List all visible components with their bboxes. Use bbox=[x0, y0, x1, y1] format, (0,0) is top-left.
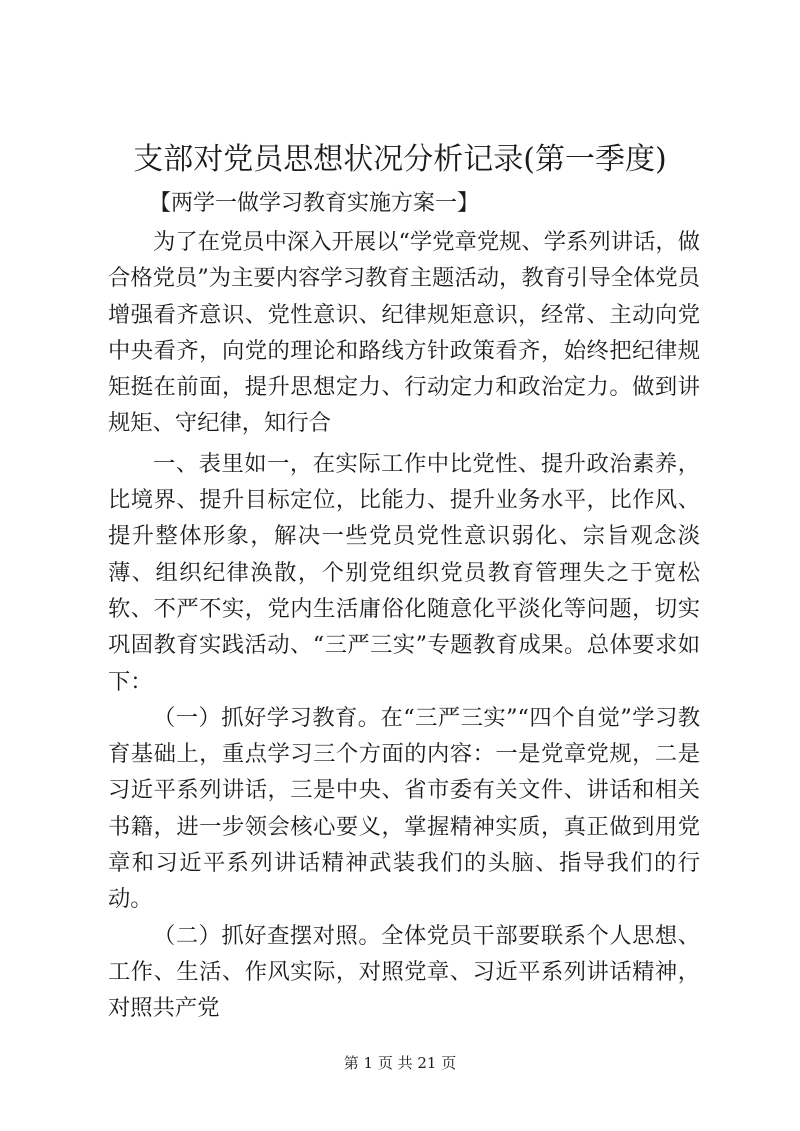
paragraph-item-one: （一）抓好学习教育。在“三严三实”“四个自觉”学习教育基础上，重点学习三个方面的内容：一是党章党规，二是习近平系列讲话，三是中央、省市委有关文件、讲话和相关书籍，进一步领会核心要义，掌握精神实质，真正做到用党章和习近平系列讲话精神武装我们的头脑、指导我们的行动。 bbox=[108, 704, 700, 913]
paragraph-intro: 为了在党员中深入开展以“学党章党规、学系列讲话，做合格党员”为主要内容学习教育主题活动，教育引导全体党员增强看齐意识、党性意识、纪律规矩意识，经常、主动向党中央看齐，向党的理论和路线方针政策看齐，始终把纪律规矩挺在前面，提升思想定力、行动定力和政治定力。做到讲规矩、守纪律，知行合 bbox=[108, 229, 700, 437]
paragraph-section-one: 一、表里如一，在实际工作中比党性、提升政治素养，比境界、提升目标定位，比能力、提升业务水平，比作风、提升整体形象，解决一些党员党性意识弱化、宗旨观念淡薄、组织纪律涣散，个别党组织党员教育管理失之于宽松软、不严不实，党内生活庸俗化随意化平淡化等问题，切实巩固教育实践活动、“三严三实”专题教育成果。总体要求如下： bbox=[108, 450, 700, 695]
page-number-footer: 第 1 页 共 21 页 bbox=[343, 1054, 457, 1072]
document-title: 支部对党员思想状况分析记录(第一季度) bbox=[133, 142, 667, 177]
document-subtitle: 【两学一做学习教育实施方案一】 bbox=[149, 191, 480, 216]
paragraph-item-two: （二）抓好查摆对照。全体党员干部要联系个人思想、工作、生活、作风实际，对照党章、习近平系列讲话精神，对照共产党 bbox=[108, 922, 700, 1022]
document-body bbox=[108, 224, 700, 1027]
